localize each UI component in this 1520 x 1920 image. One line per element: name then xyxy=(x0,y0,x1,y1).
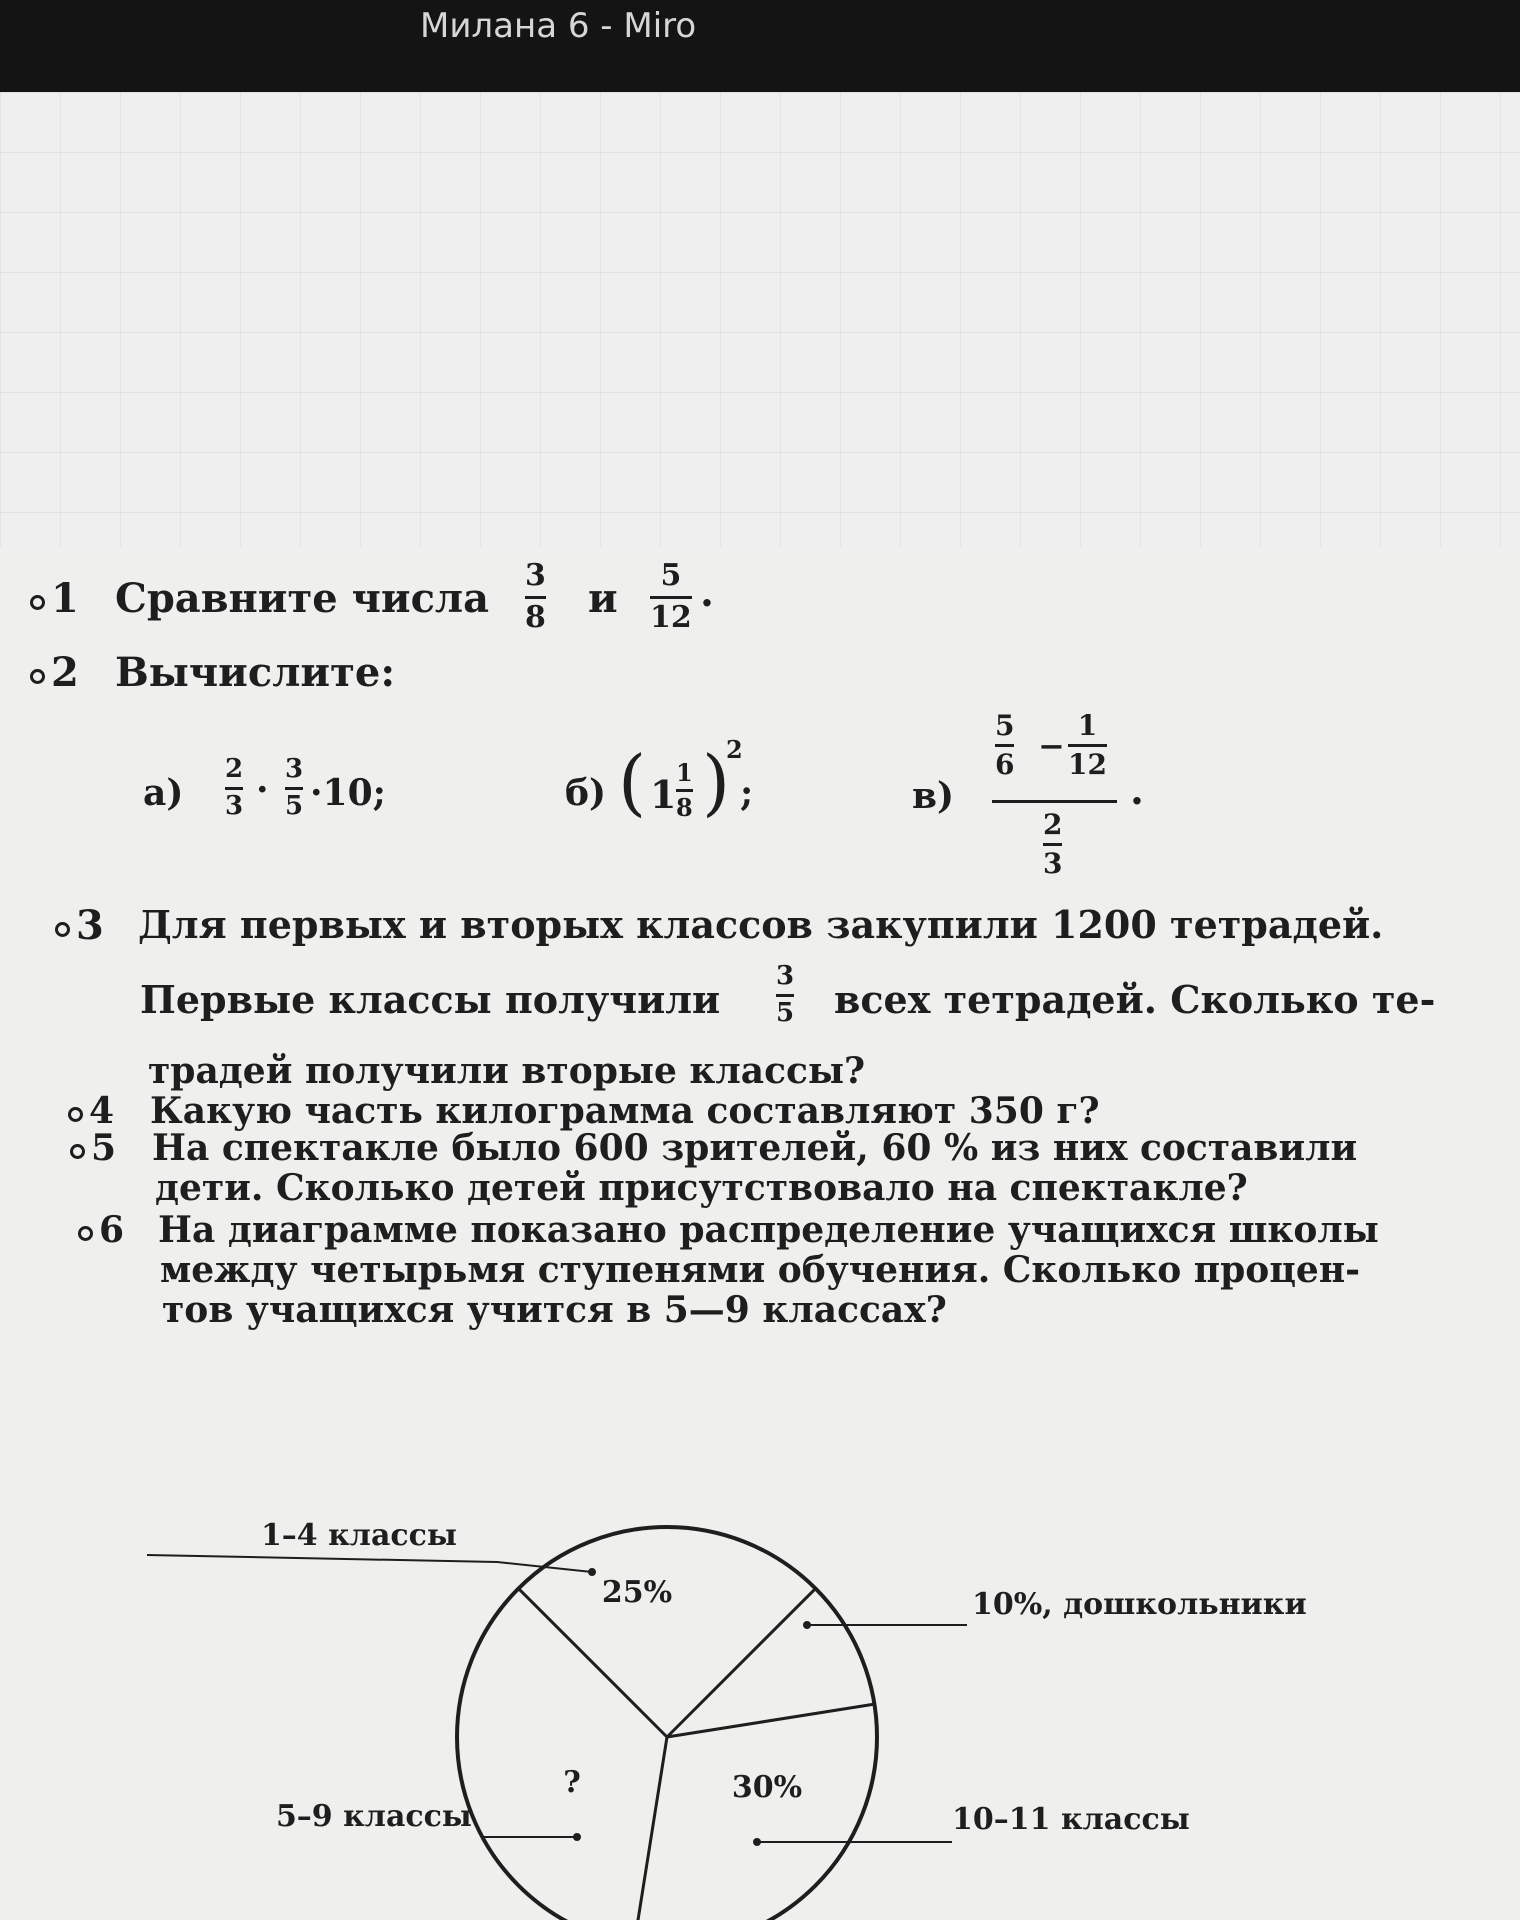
problem-5-line2: дети. Сколько детей присутствовало на спектакле? xyxy=(155,1167,1248,1209)
fraction-1-12: 1 12 xyxy=(1068,709,1107,782)
problem-1-number: 1 xyxy=(30,575,79,622)
problem-2a-label: а) xyxy=(143,772,184,814)
fraction-1-8: 1 8 xyxy=(676,758,693,822)
fraction-5-12: 5 12 xyxy=(650,558,692,635)
window-titlebar xyxy=(0,0,1520,92)
window-title: Милана 6 - Miro xyxy=(420,6,697,46)
slice-boundary-1 xyxy=(519,1589,667,1737)
minus-sign: − xyxy=(1038,727,1065,765)
problem-3-number: 3 xyxy=(55,902,104,949)
slice-2-label: 10%, дошкольники xyxy=(972,1587,1307,1622)
problem-5-line1: На спектакле было 600 зрителей, 60 % из них составили xyxy=(152,1127,1358,1169)
problem-2b-tail: ; xyxy=(740,772,754,814)
problem-1-and: и xyxy=(588,575,618,622)
problem-4-text: Какую часть килограмма составляют 350 г? xyxy=(150,1090,1100,1132)
fraction-3-5: 3 5 xyxy=(285,754,304,821)
fraction-3-8: 3 8 xyxy=(525,558,546,635)
fraction-2-3: 2 3 xyxy=(225,754,244,821)
slice-boundary-2 xyxy=(667,1589,815,1737)
fraction-3-5-p3: 3 5 xyxy=(776,961,795,1028)
slice-1-label-underline xyxy=(147,1555,497,1562)
miro-board-canvas[interactable] xyxy=(0,92,1520,547)
problem-3-line2b: всех тетрадей. Сколько те- xyxy=(834,977,1436,1022)
problem-3-line3: традей получили вторые классы? xyxy=(148,1050,866,1092)
problem-3-line2a: Первые классы получили xyxy=(140,977,721,1022)
fraction-5-6: 5 6 xyxy=(995,709,1015,782)
problem-2-text: Вычислите: xyxy=(115,649,396,696)
slice-3-value-label: 30% xyxy=(731,1770,803,1805)
problem-6-number: 6 xyxy=(78,1209,124,1251)
slice-4-label: 5–9 классы xyxy=(275,1799,472,1834)
slice-3-label: 10–11 классы xyxy=(952,1802,1190,1837)
slice-1-value-label: 25% xyxy=(601,1575,673,1610)
problem-2b-label: б) xyxy=(565,772,607,814)
open-paren: ( xyxy=(618,740,647,824)
problem-1-end: . xyxy=(700,569,714,616)
slice-1-callout-line xyxy=(497,1562,592,1572)
multiply-dot: · xyxy=(256,769,269,811)
fraction-2-3-denominator: 2 3 xyxy=(1043,808,1063,881)
problem-6-line2: между четырьмя ступенями обучения. Сколько процен- xyxy=(160,1249,1361,1291)
worksheet-image xyxy=(0,547,1520,1920)
problem-2-number: 2 xyxy=(30,649,79,696)
pie-chart xyxy=(0,547,1520,1920)
slice-boundary-3 xyxy=(667,1704,874,1737)
problem-6-line1: На диаграмме показано распределение учащихся школы xyxy=(158,1209,1379,1251)
problem-2c-label: в) xyxy=(912,775,955,817)
close-paren: ) xyxy=(702,740,731,824)
problem-2a-tail: ·10; xyxy=(310,772,386,814)
problem-2c-end: . xyxy=(1130,767,1144,814)
problem-4-number: 4 xyxy=(68,1090,114,1132)
problem-2b-whole: 1 xyxy=(650,772,677,817)
problem-5-number: 5 xyxy=(70,1127,116,1169)
slice-4-value-label: ? xyxy=(563,1765,581,1800)
problem-3-line1: Для первых и вторых классов закупили 1200 тетрадей. xyxy=(138,902,1384,947)
problem-6-line3: тов учащихся учится в 5—9 классах? xyxy=(162,1289,947,1331)
slice-boundary-4 xyxy=(634,1737,667,1920)
slice-1-label: 1–4 классы xyxy=(260,1518,457,1553)
problem-1-text: Сравните числа xyxy=(115,575,490,622)
power-2: 2 xyxy=(726,735,743,764)
